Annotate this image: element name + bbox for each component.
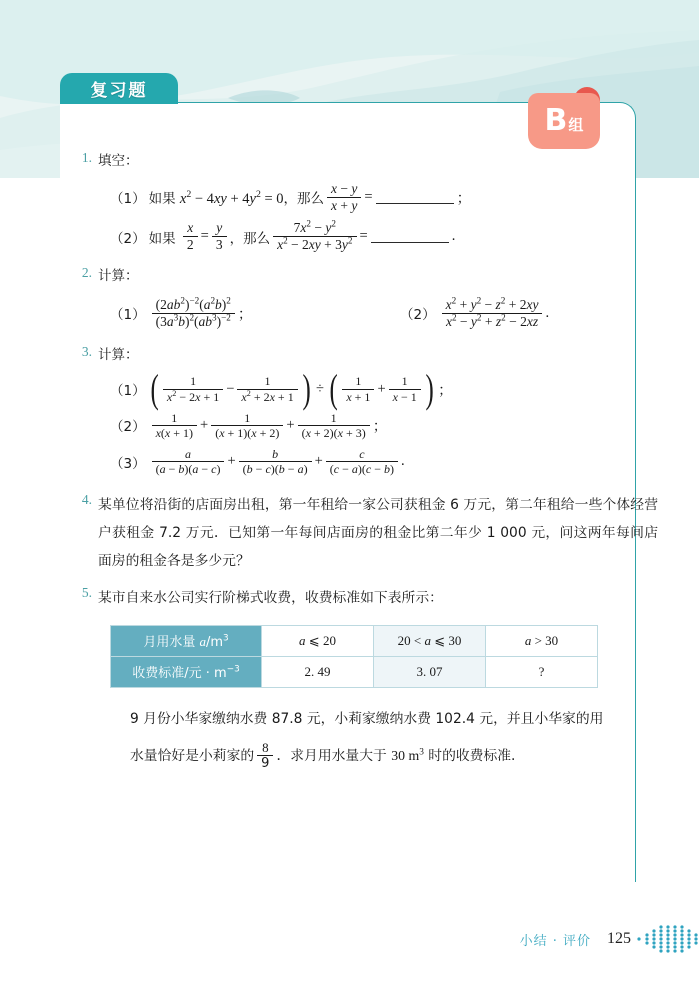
problem-5 (72, 585, 680, 772)
problem-1-item-1-label: （1） (110, 191, 146, 208)
problem-1-item-2-main-fraction: $\frac{7x^2 - y^2}{x^2 - 2xy + 3y^2}$ (273, 220, 356, 253)
problem-1-item-1-equation: $x^2 - 4xy + 4y^2 = 0$，那么 (179, 188, 325, 207)
water-rate-table (110, 625, 598, 688)
footer-dot-grid-icon (635, 922, 699, 956)
problem-3-item-1-divide: ÷ (316, 380, 324, 397)
problem-1-stem: 填空： (98, 153, 139, 169)
problem-3-item-2-plus1: + (200, 416, 209, 433)
problem-3-item-1-rparen2: ) (425, 365, 434, 411)
problem-5-text: 某市自来水公司实行阶梯式收费，收费标准如下表所示： (98, 590, 443, 607)
problem-3-item-3-label: （3） (110, 455, 146, 472)
problem-3-item-3-terminator: . (400, 453, 405, 470)
badge-label (544, 103, 584, 138)
problem-2 (72, 265, 680, 329)
problem-3-item-2-plus2: + (286, 416, 295, 433)
problem-3-item-1-lparen2: ( (329, 365, 338, 411)
problem-3-item-2-terminator: ； (372, 418, 388, 435)
problem-5-closing-pre: 水量恰好是小莉家的 (130, 747, 255, 764)
problem-3-item-1-frac-a: $\frac{1}{x^2 - 2x + 1}$ (163, 374, 223, 403)
problem-3-item-1-minus: − (226, 380, 235, 397)
problem-1-item-1 (110, 181, 680, 214)
problem-1-item-1-terminator: ； (456, 190, 472, 207)
problem-1 (72, 150, 680, 253)
problem-3-item-3-frac-a: $\frac{a}{(a - b)(a - c)}$ (152, 447, 225, 476)
problem-2-item-1 (110, 297, 400, 330)
problem-5-closing-fraction (257, 740, 273, 772)
page-footer (520, 922, 699, 956)
problem-1-item-2-text: 如果 (148, 230, 180, 247)
problem-3-item-3-plus2: + (314, 453, 323, 470)
problem-3 (72, 344, 680, 477)
problem-1-item-1-equals: = (364, 188, 373, 205)
problem-1-number: 1. (81, 150, 92, 165)
problem-5-closing-line-1: 9 月份小华家缴纳水费 87.8 元，小莉家缴纳水费 102.4 元，并且小华家的用 (130, 710, 604, 727)
table-cell-rate-2: 3. 07 (374, 656, 486, 687)
table-header-usage (111, 625, 262, 656)
table-cell-rate-1: 2. 49 (262, 656, 374, 687)
problem-list (72, 150, 680, 774)
problem-3-item-1-label: （1） (110, 383, 146, 400)
problem-1-item-2-terminator: . (451, 228, 456, 245)
problem-5-number: 5. (81, 585, 92, 601)
section-tab-label: 复习题 (90, 81, 148, 101)
problem-3-item-3-frac-c: $\frac{c}{(c - a)(c - b)}$ (326, 447, 398, 476)
table-header-rate-label: 收费标准/元 · $m^{-3}$ (132, 664, 240, 682)
problem-3-stem: 计算： (98, 346, 139, 363)
problem-1-item-2-label: （2） (110, 230, 146, 247)
problem-3-item-1-plus: + (377, 380, 386, 397)
problem-4-text: 某单位将沿街的店面房出租，第一年租给一家公司获租金 6 万元，第二年租给一些个体经营户获租金 7.2 万元．已知第一年每间店面房的租金比第二年少 1 000 元，问这两年每间店面房的租金各是多少元？ (98, 497, 658, 569)
problem-3-item-1-frac-c: $\frac{1}{x + 1}$ (342, 374, 374, 403)
problem-3-item-1-rparen: ) (302, 365, 311, 411)
problem-1-item-2-blank[interactable] (371, 230, 449, 243)
footer-page-number: 125 (607, 930, 631, 947)
badge-letter: B (544, 103, 568, 138)
problem-3-item-2-frac-c: $\frac{1}{(x + 2)(x + 3)}$ (298, 411, 370, 440)
problem-5-closing-post: ．求月用水量大于 30 $m^3$ 时的收费标准. (276, 747, 516, 764)
problem-4 (72, 492, 680, 575)
problem-3-item-1-terminator: ； (438, 382, 453, 399)
problem-5-closing-frac-den: 9 (257, 755, 273, 771)
problem-3-number: 3. (81, 343, 92, 359)
problem-2-item-1-label: （1） (110, 307, 146, 324)
footer-chapter-label: 小结 · 评价 (519, 933, 591, 949)
problem-1-item-2-eq1: = (200, 228, 209, 245)
problem-2-items-row (110, 297, 680, 330)
problem-3-item-1 (110, 365, 680, 411)
problem-2-item-2 (400, 297, 549, 330)
problem-5-closing (130, 704, 680, 772)
problem-3-item-1-frac-b: $\frac{1}{x^2 + 2x + 1}$ (237, 374, 297, 403)
problem-3-item-2-label: （2） (110, 419, 146, 436)
table-cell-usage-3: a > 30 (486, 625, 598, 656)
problem-2-stem: 计算： (98, 268, 139, 285)
problem-2-item-2-terminator: . (545, 304, 550, 321)
problem-3-item-2-frac-a: $\frac{1}{x(x + 1)}$ (152, 411, 197, 440)
problem-2-number: 2. (81, 265, 92, 281)
problem-1-item-1-fraction: $\frac{x - y}{x + y}$ (327, 181, 361, 214)
problem-1-item-2-then: ，那么 (229, 230, 271, 247)
problem-1-item-2 (110, 220, 680, 253)
problem-2-item-2-fraction: $\frac{x^2 + y^2 - z^2 + 2xy}{x^2 - y^2 + z^2 - 2xz}$ (442, 297, 543, 330)
problem-5-closing-frac-num: 8 (262, 740, 269, 756)
problem-4-number: 4. (81, 492, 92, 508)
problem-2-item-2-label: （2） (400, 307, 436, 324)
table-row (111, 625, 598, 656)
problem-3-item-2-frac-b: $\frac{1}{(x + 1)(x + 2)}$ (211, 411, 283, 440)
rate-table-wrapper (110, 625, 598, 688)
table-cell-rate-3: ? (486, 656, 598, 687)
problem-3-item-1-frac-d: $\frac{1}{x - 1}$ (389, 374, 421, 403)
problem-1-item-2-fraction-x2: $\frac{x}{2}$ (183, 220, 198, 253)
table-header-rate (111, 656, 262, 687)
section-tab-review[interactable] (60, 73, 178, 104)
problem-1-item-1-blank[interactable] (376, 191, 454, 204)
problem-2-item-1-terminator: ； (237, 306, 253, 323)
problem-1-item-1-text: 如果 (148, 191, 180, 208)
problem-3-item-3-plus1: + (227, 453, 236, 470)
problem-2-item-1-fraction: $\frac{(2ab^2)^{-2}(a^2b)^2}{(3a^3b)^2(ab^3)^{-2}}$ (152, 297, 235, 330)
group-badge-b (528, 93, 600, 149)
problem-1-item-2-fraction-y3: $\frac{y}{3}$ (212, 220, 227, 253)
problem-3-item-2 (110, 411, 680, 440)
table-row (111, 656, 598, 687)
badge-body (528, 93, 600, 149)
badge-suffix: 组 (568, 116, 584, 134)
problem-3-item-1-lparen: ( (150, 365, 159, 411)
problem-5-closing-line-2 (130, 740, 680, 772)
problem-1-item-2-eq2: = (359, 228, 368, 245)
table-cell-usage-2: 20 < a ⩽ 30 (374, 625, 486, 656)
table-cell-usage-1: a ⩽ 20 (262, 625, 374, 656)
problem-3-item-3-frac-b: $\frac{b}{(b - c)(b - a)}$ (239, 447, 312, 476)
table-header-usage-label: 月用水量 $a/m^3$ (143, 633, 229, 651)
problem-3-item-3 (110, 447, 680, 476)
